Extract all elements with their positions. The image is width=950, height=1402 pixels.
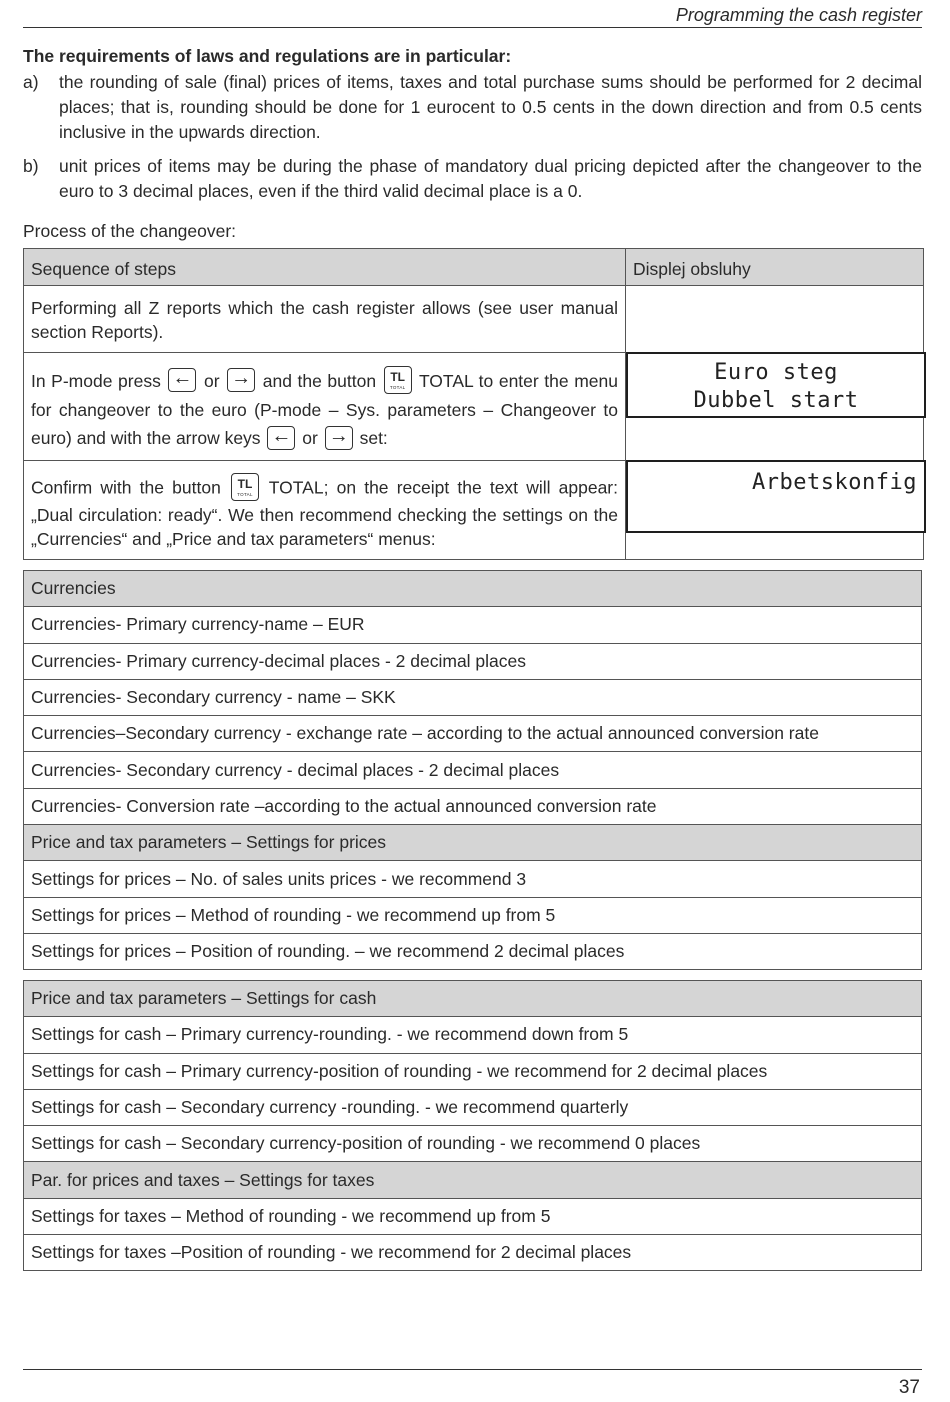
table-row: Settings for cash – Primary currency-rounding. - we recommend down from 5: [24, 1017, 922, 1053]
table-section-row: Price and tax parameters – Settings for cash: [24, 981, 922, 1017]
page-number: 37: [898, 1377, 920, 1398]
requirement-item-b: [23, 154, 922, 204]
table-row: Settings for prices – Position of rounding. – we recommend 2 decimal places: [24, 933, 922, 969]
table-row: Settings for prices – Method of rounding - we recommend up from 5: [24, 897, 922, 933]
requirement-text: unit prices of items may be during the phase of mandatory dual pricing depicted after the changeover to the euro to 3 decimal places, even if the third valid decimal place is a 0.: [59, 156, 922, 201]
operator-display-step-3: Arbetskonfig: [626, 460, 926, 533]
table-row: Settings for taxes –Position of rounding - we recommend for 2 decimal places: [24, 1235, 922, 1271]
col-header-display: Displej obsluhy: [626, 249, 924, 286]
table-row: Currencies- Primary currency-decimal places - 2 decimal places: [24, 643, 922, 679]
step-2-text: In P-mode press ← or → and the button TL TOTAL TOTAL to enter the menu for changeover to the euro (P-mode – Sys. parameters – Changeover to euro) and with the arrow keys ← or → set:: [31, 367, 618, 449]
left-arrow-key-icon: ←: [267, 426, 295, 450]
process-label: Process of the changeover:: [23, 221, 237, 241]
right-arrow-key-icon: →: [227, 368, 255, 392]
requirement-letter: a): [23, 72, 39, 92]
requirement-letter: b): [23, 156, 39, 176]
display-line-1: Euro steg: [714, 360, 838, 385]
changeover-steps-table: [23, 248, 924, 560]
table-row: Settings for taxes – Method of rounding - we recommend up from 5: [24, 1198, 922, 1234]
table-section-row: Par. for prices and taxes – Settings for taxes: [24, 1162, 922, 1198]
step-row-1: [24, 286, 924, 353]
total-key-icon: TL TOTAL: [384, 366, 412, 394]
table-section-row: Currencies: [24, 571, 922, 607]
operator-display-step-2: [626, 352, 926, 418]
table-row: Currencies- Conversion rate –according to the actual announced conversion rate: [24, 788, 922, 824]
table-row: Settings for cash – Secondary currency -rounding. - we recommend quarterly: [24, 1089, 922, 1125]
col-header-steps: Sequence of steps: [24, 249, 626, 286]
table-row: Settings for prices – No. of sales units prices - we recommend 3: [24, 861, 922, 897]
step-1-text: Performing all Z reports which the cash register allows (see user manual section Reports).: [31, 298, 618, 342]
footer-rule: [23, 1369, 922, 1370]
running-header: Programming the cash register: [23, 4, 922, 28]
total-key-icon: TL TOTAL: [231, 473, 259, 501]
step-row-3: [24, 461, 924, 560]
table-row: Currencies–Secondary currency - exchange rate – according to the actual announced conversion rate: [24, 716, 922, 752]
step-1-display-empty: [626, 286, 924, 353]
step-row-2: [24, 353, 924, 461]
table-row: Currencies- Secondary currency - decimal places - 2 decimal places: [24, 752, 922, 788]
table-row: Currencies- Secondary currency - name – SKK: [24, 679, 922, 715]
table-section-row: Price and tax parameters – Settings for prices: [24, 825, 922, 861]
cash-tax-settings-table: [23, 980, 922, 1271]
step-3-text: Confirm with the button TL TOTAL TOTAL; on the receipt the text will appear: „Dual circulation: ready“. We then recommend checking the settings on the „Currencies“ and „Price and tax parameters“ menus:: [24, 461, 625, 559]
left-arrow-key-icon: ←: [168, 368, 196, 392]
right-arrow-key-icon: →: [325, 426, 353, 450]
requirement-text: the rounding of sale (final) prices of items, taxes and total purchase sums should be performed for 2 decimal places; that is, rounding should be done for 1 eurocent to 0.5 cents in the down direction and from 0.5 cents inclusive in the upwards direction.: [59, 72, 922, 142]
display-line-2: Dubbel start: [693, 388, 859, 413]
table-row: Settings for cash – Primary currency-position of rounding - we recommend for 2 decimal places: [24, 1053, 922, 1089]
requirements-title: The requirements of laws and regulations are in particular:: [23, 46, 512, 66]
currencies-settings-table: [23, 570, 922, 970]
steps-header-row: [24, 249, 924, 286]
table-row: Currencies- Primary currency-name – EUR: [24, 607, 922, 643]
table-row: Settings for cash – Secondary currency-position of rounding - we recommend 0 places: [24, 1126, 922, 1162]
requirement-item-a: [23, 70, 922, 145]
